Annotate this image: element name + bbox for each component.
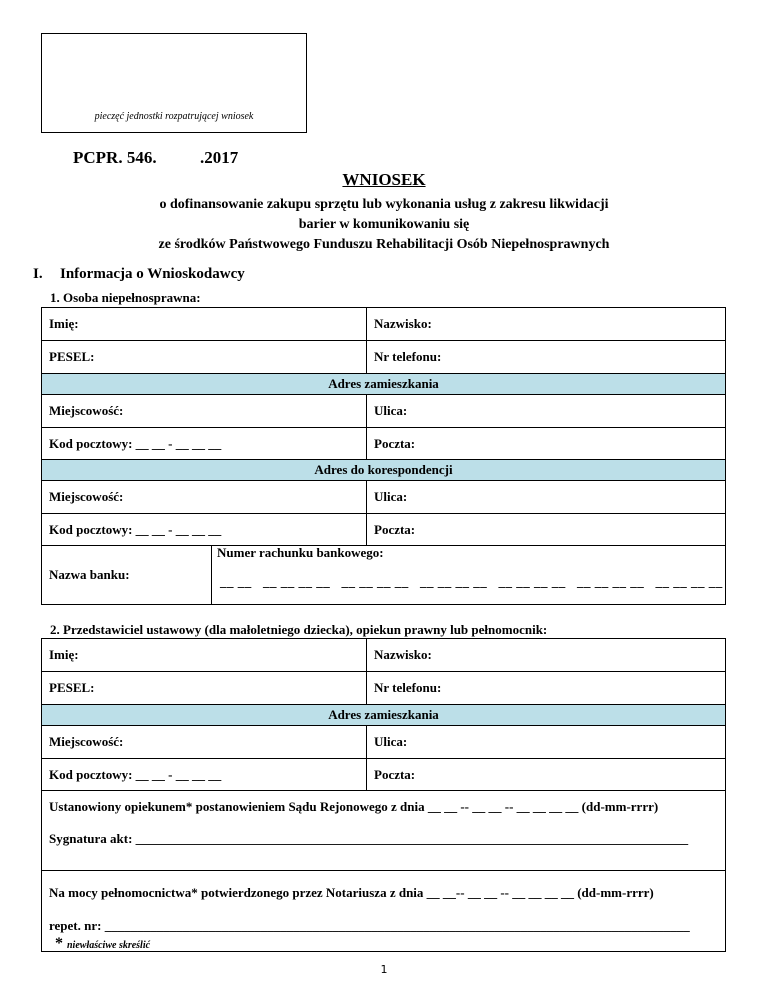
postal-code-field[interactable]: Kod pocztowy: __ __ - __ __ __ [42,428,367,459]
correspondence-post-office-field[interactable]: Poczta: [374,521,416,537]
rep-first-name-field[interactable]: Imię: [42,639,367,671]
person-form [41,307,726,605]
representative-form [41,638,726,952]
correspondence-street-field[interactable]: Ulica: [374,489,408,504]
account-number-label: Numer rachunku bankowego: [217,545,384,560]
subtitle-line-1: o dofinansowanie zakupu sprzętu lub wykonania usług z zakresu likwidacji [159,197,609,212]
city-field[interactable]: Miejscowość: [42,395,367,427]
stamp-label: pieczęć jednostki rozpatrującej wniosek [94,111,254,122]
person-heading: 1. Osoba niepełnosprawna: [50,290,201,305]
last-name-field[interactable]: Nazwisko: [374,316,432,331]
subtitle-line-3: ze środków Państwowego Funduszu Rehabilitacji Osób Niepełnosprawnych [158,237,610,252]
post-office-field[interactable]: Poczta: [374,435,416,451]
address-band: Adres zamieszkania [42,374,725,394]
rep-address-band: Adres zamieszkania [42,705,725,725]
reference-prefix: PCPR. 546. [73,148,157,167]
rep-pesel-field[interactable]: PESEL: [42,672,367,704]
document-subtitle [0,195,768,255]
reference-year: .2017 [200,148,239,167]
rep-street-field[interactable]: Ulica: [374,734,408,749]
rep-phone-field[interactable]: Nr telefonu: [374,680,442,695]
attorney-line[interactable]: Na mocy pełnomocnictwa* potwierdzonego przez Notariusza z dnia __ __-- __ __ -- __ __ __ __ (dd-mm-rrrr) [49,885,654,900]
subtitle-line-2: barier w komunikowaniu się [298,217,470,232]
account-number-blanks: __ __ __ __ __ __ __ __ __ __ __ __ __ __ __ __ __ __ __ __ __ __ __ __ __ __ [220,574,723,589]
bank-name-field[interactable]: Nazwa banku: [42,546,212,604]
street-field[interactable]: Ulica: [374,403,408,418]
footnote-star: * [55,935,63,952]
account-number-field[interactable] [212,546,725,604]
first-name-field[interactable]: Imię: [42,308,367,340]
case-number-line[interactable]: Sygnatura akt: _____________________________________________________________________________________ [49,831,689,846]
document-title: WNIOSEK [342,170,426,189]
repetition-line[interactable]: repet. nr: __________________________________________________________________________________________ [49,918,690,933]
rep-postal-code-field[interactable]: Kod pocztowy: __ __ - __ __ __ [42,759,367,790]
footnote-text: niewłaściwe skreślić [67,940,151,951]
representative-heading: 2. Przedstawiciel ustawowy (dla małoletniego dziecka), opiekun prawny lub pełnomocnik: [50,622,548,637]
rep-last-name-field[interactable]: Nazwisko: [374,647,432,662]
footnote [55,935,150,953]
stamp-box [41,33,307,133]
section-numeral: I. [33,266,43,282]
correspondence-postal-code-field[interactable]: Kod pocztowy: __ __ - __ __ __ [42,514,367,545]
page-number: 1 [380,963,388,976]
guardian-line[interactable]: Ustanowiony opiekunem* postanowieniem Sądu Rejonowego z dnia __ __ -- __ __ -- __ __ __ __ (dd-mm-rrrr) [49,799,659,814]
rep-city-field[interactable]: Miejscowość: [42,726,367,758]
guardian-block [42,790,725,870]
phone-field[interactable]: Nr telefonu: [374,349,442,364]
pesel-field[interactable]: PESEL: [42,341,367,373]
correspondence-band: Adres do korespondencji [42,460,725,480]
section-title: Informacja o Wnioskodawcy [60,266,245,282]
rep-post-office-field[interactable]: Poczta: [374,766,416,782]
correspondence-city-field[interactable]: Miejscowość: [42,481,367,513]
